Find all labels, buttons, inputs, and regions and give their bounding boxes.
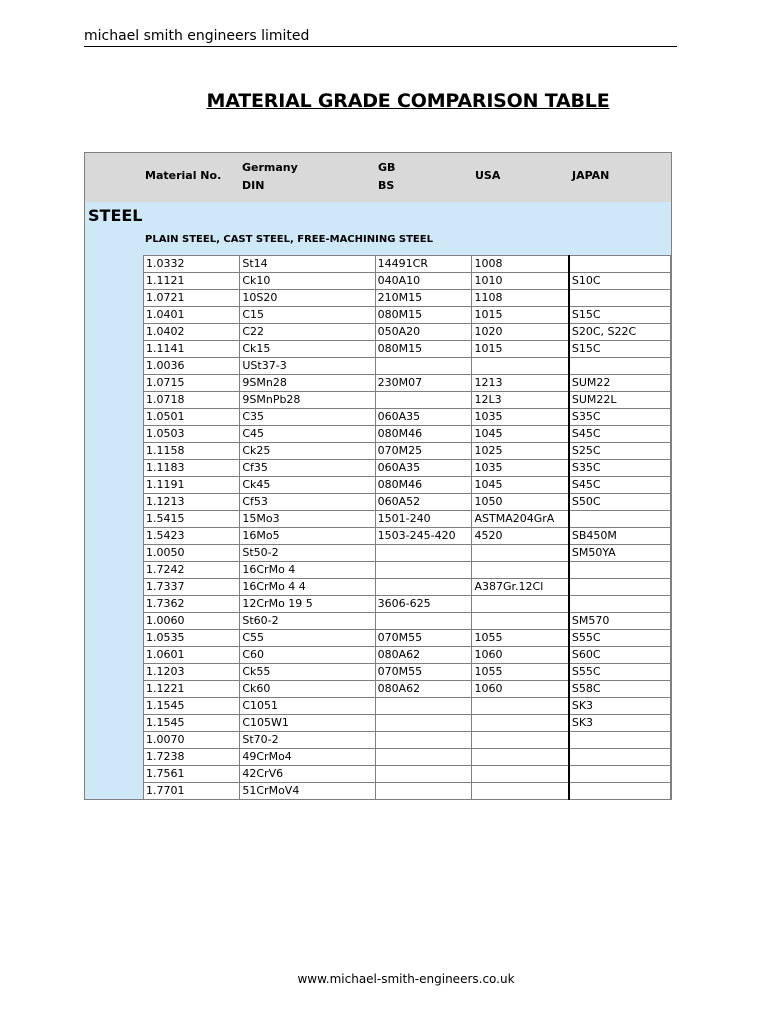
usa-cell: 1020 [472,324,569,341]
din-cell: 16Mo5 [240,528,375,545]
japan-cell: S35C [569,460,671,477]
material-no-cell: 1.1221 [144,681,240,698]
usa-cell: 1213 [472,375,569,392]
bs-cell: 1503-245-420 [375,528,472,545]
table-row [144,664,671,681]
table-row [144,545,671,562]
din-cell: C60 [240,647,375,664]
din-cell: Ck60 [240,681,375,698]
bs-cell: 060A35 [375,409,472,426]
table-row [144,613,671,630]
table-row [144,766,671,783]
bs-cell [375,358,472,375]
japan-cell: SM570 [569,613,671,630]
din-cell: 15Mo3 [240,511,375,528]
usa-cell: 1060 [472,681,569,698]
usa-cell: A387Gr.12Cl [472,579,569,596]
material-no-cell: 1.0715 [144,375,240,392]
japan-cell [569,579,671,596]
table-row [144,477,671,494]
japan-cell: S58C [569,681,671,698]
material-no-cell: 1.0050 [144,545,240,562]
japan-cell [569,256,671,273]
japan-cell [569,766,671,783]
japan-cell: S35C [569,409,671,426]
japan-cell: S60C [569,647,671,664]
japan-cell: SUM22 [569,375,671,392]
japan-cell: SUM22L [569,392,671,409]
material-no-cell: 1.1213 [144,494,240,511]
japan-cell: S25C [569,443,671,460]
din-cell: Ck25 [240,443,375,460]
section-title: STEEL [88,206,143,225]
company-name: michael smith engineers limited [84,28,677,47]
din-cell: St50-2 [240,545,375,562]
footer-url: www.michael-smith-engineers.co.uk [297,972,515,986]
material-no-cell: 1.1191 [144,477,240,494]
table-row [144,494,671,511]
din-cell: C22 [240,324,375,341]
usa-cell: 1010 [472,273,569,290]
table-row [144,426,671,443]
table-row [144,460,671,477]
table-row [144,562,671,579]
bs-cell [375,732,472,749]
material-no-cell: 1.1545 [144,715,240,732]
material-no-cell: 1.1141 [144,341,240,358]
bs-cell [375,613,472,630]
material-no-cell: 1.0601 [144,647,240,664]
bs-cell: 14491CR [375,256,472,273]
japan-cell [569,358,671,375]
din-cell: C105W1 [240,715,375,732]
bs-cell: 080M15 [375,341,472,358]
din-cell: St60-2 [240,613,375,630]
japan-cell: S55C [569,664,671,681]
din-cell: 12CrMo 19 5 [240,596,375,613]
table-row [144,290,671,307]
din-cell: Cf53 [240,494,375,511]
header-bs: BS [378,179,395,192]
usa-cell: 1015 [472,307,569,324]
table-row [144,409,671,426]
usa-cell: 1045 [472,477,569,494]
material-no-cell: 1.7242 [144,562,240,579]
bs-cell: 210M15 [375,290,472,307]
table-row [144,358,671,375]
din-cell: 49CrMo4 [240,749,375,766]
japan-cell: SM50YA [569,545,671,562]
usa-cell: 1055 [472,664,569,681]
usa-cell: 4520 [472,528,569,545]
din-cell: Ck15 [240,341,375,358]
usa-cell [472,698,569,715]
header-germany: Germany [242,161,298,174]
din-cell: C1051 [240,698,375,715]
table-row [144,307,671,324]
material-no-cell: 1.0501 [144,409,240,426]
din-cell: C35 [240,409,375,426]
material-no-cell: 1.0332 [144,256,240,273]
table-row [144,341,671,358]
din-cell: Ck10 [240,273,375,290]
japan-cell [569,511,671,528]
usa-cell: 1055 [472,630,569,647]
table-row [144,324,671,341]
material-no-cell: 1.1183 [144,460,240,477]
usa-cell [472,358,569,375]
material-no-cell: 1.7561 [144,766,240,783]
japan-cell [569,749,671,766]
table-header [85,153,671,203]
material-no-cell: 1.7337 [144,579,240,596]
japan-cell: S45C [569,426,671,443]
bs-cell [375,392,472,409]
japan-cell: S20C, S22C [569,324,671,341]
material-no-cell: 1.1203 [144,664,240,681]
japan-cell [569,732,671,749]
material-no-cell: 1.7238 [144,749,240,766]
bs-cell [375,562,472,579]
table-row [144,375,671,392]
header-gb: GB [378,161,396,174]
header-japan: JAPAN [572,169,610,182]
din-cell: 16CrMo 4 4 [240,579,375,596]
bs-cell: 080M15 [375,307,472,324]
table-row [144,579,671,596]
material-no-cell: 1.0070 [144,732,240,749]
japan-cell: SB450M [569,528,671,545]
material-no-cell: 1.0402 [144,324,240,341]
din-cell: St14 [240,256,375,273]
japan-cell [569,290,671,307]
bs-cell [375,749,472,766]
table-row [144,698,671,715]
usa-cell: ASTMA204GrA [472,511,569,528]
usa-cell [472,596,569,613]
usa-cell [472,715,569,732]
usa-cell [472,562,569,579]
table-row [144,528,671,545]
bs-cell [375,715,472,732]
bs-cell: 080A62 [375,681,472,698]
din-cell: 9SMn28 [240,375,375,392]
japan-cell: S55C [569,630,671,647]
japan-cell [569,783,671,800]
din-cell: Cf35 [240,460,375,477]
usa-cell [472,749,569,766]
bs-cell: 050A20 [375,324,472,341]
table-row [144,749,671,766]
usa-cell: 1108 [472,290,569,307]
bs-cell: 3606-625 [375,596,472,613]
usa-cell: 1045 [472,426,569,443]
material-no-cell: 1.0401 [144,307,240,324]
material-no-cell: 1.0060 [144,613,240,630]
din-cell: Ck55 [240,664,375,681]
table-row [144,273,671,290]
din-cell: 51CrMoV4 [240,783,375,800]
table-row [144,715,671,732]
din-cell: 42CrV6 [240,766,375,783]
din-cell: 16CrMo 4 [240,562,375,579]
bs-cell: 060A35 [375,460,472,477]
bs-cell [375,545,472,562]
usa-cell: 1008 [472,256,569,273]
table-row [144,681,671,698]
din-cell: C45 [240,426,375,443]
material-no-cell: 1.0721 [144,290,240,307]
table-row [144,443,671,460]
bs-cell: 1501-240 [375,511,472,528]
bs-cell [375,579,472,596]
bs-cell: 040A10 [375,273,472,290]
japan-cell: S15C [569,307,671,324]
bs-cell: 070M55 [375,630,472,647]
din-cell: Ck45 [240,477,375,494]
japan-cell: SK3 [569,715,671,732]
material-no-cell: 1.7701 [144,783,240,800]
usa-cell: 1035 [472,409,569,426]
table-row [144,783,671,800]
section-subheading: PLAIN STEEL, CAST STEEL, FREE-MACHINING STEEL [145,234,433,245]
bs-cell: 070M25 [375,443,472,460]
table-row [144,511,671,528]
usa-cell [472,732,569,749]
grades-table [143,255,671,800]
usa-cell: 1025 [472,443,569,460]
page-title: MATERIAL GRADE COMPARISON TABLE [206,90,610,112]
usa-cell: 12L3 [472,392,569,409]
usa-cell: 1035 [472,460,569,477]
bs-cell: 230M07 [375,375,472,392]
din-cell: 9SMnPb28 [240,392,375,409]
header-material-no: Material No. [145,169,222,182]
japan-cell [569,562,671,579]
usa-cell [472,545,569,562]
bs-cell: 080A62 [375,647,472,664]
steel-section [85,202,671,799]
bs-cell: 080M46 [375,426,472,443]
usa-cell: 1015 [472,341,569,358]
bs-cell [375,783,472,800]
bs-cell: 080M46 [375,477,472,494]
table-row [144,647,671,664]
din-cell: USt37-3 [240,358,375,375]
material-no-cell: 1.5415 [144,511,240,528]
header-usa: USA [475,169,501,182]
japan-cell: S45C [569,477,671,494]
material-no-cell: 1.0503 [144,426,240,443]
usa-cell [472,783,569,800]
material-no-cell: 1.7362 [144,596,240,613]
table-row [144,732,671,749]
bs-cell: 070M55 [375,664,472,681]
japan-cell: S15C [569,341,671,358]
usa-cell [472,766,569,783]
table-row [144,392,671,409]
table-row [144,256,671,273]
din-cell: C55 [240,630,375,647]
material-no-cell: 1.0535 [144,630,240,647]
bs-cell [375,698,472,715]
material-no-cell: 1.0036 [144,358,240,375]
japan-cell: S50C [569,494,671,511]
header-din: DIN [242,179,265,192]
bs-cell [375,766,472,783]
material-no-cell: 1.1121 [144,273,240,290]
japan-cell [569,596,671,613]
bs-cell: 060A52 [375,494,472,511]
material-no-cell: 1.0718 [144,392,240,409]
japan-cell: SK3 [569,698,671,715]
usa-cell: 1050 [472,494,569,511]
table-row [144,630,671,647]
japan-cell: S10C [569,273,671,290]
din-cell: 10S20 [240,290,375,307]
usa-cell [472,613,569,630]
din-cell: C15 [240,307,375,324]
din-cell: St70-2 [240,732,375,749]
material-no-cell: 1.1158 [144,443,240,460]
material-no-cell: 1.1545 [144,698,240,715]
material-no-cell: 1.5423 [144,528,240,545]
usa-cell: 1060 [472,647,569,664]
table-row [144,596,671,613]
comparison-table [84,152,672,800]
